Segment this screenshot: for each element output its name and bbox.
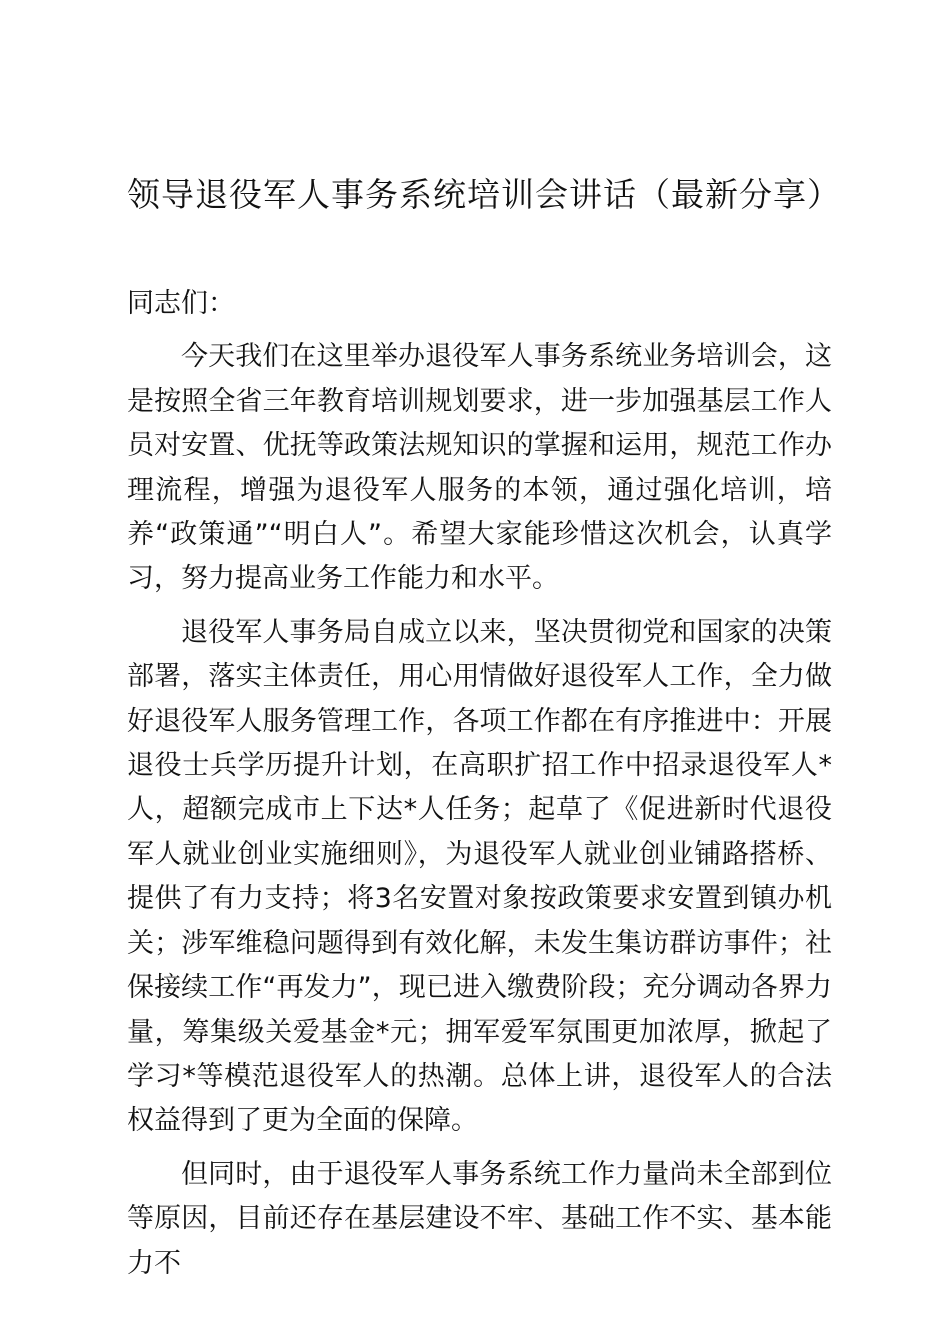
paragraph-3: 但同时，由于退役军人事务系统工作力量尚未全部到位等原因，目前还存在基层建设不牢、基础工作不实、基本能力不: [127, 1158, 832, 1279]
paragraph-1: 今天我们在这里举办退役军人事务系统业务培训会，这是按照全省三年教育培训规划要求，进一步加强基层工作人员对安置、优抚等政策法规知识的掌握和运用，规范工作办理流程，增强为退役军人服务的本领，通过强化培训，培养“政策通”“明白人”。希望大家能珍惜这次机会，认真学习，努力提高业务工作能力和水平。: [127, 341, 832, 595]
paragraph-2: 退役军人事务局自成立以来，坚决贯彻党和国家的决策部署，落实主体责任，用心用情做好退役军人工作，全力做好退役军人服务管理工作，各项工作都在有序推进中：开展退役士兵学历提升计划，在高职扩招工作中招录退役军人*人，超额完成市上下达*人任务；起草了《促进新时代退役军人就业创业实施细则》，为退役军人就业创业铺路搭桥、提供了有力支持；将3名安置对象按政策要求安置到镇办机关；涉军维稳问题得到有效化解，未发生集访群访事件；社保接续工作“再发力”，现已进入缴费阶段；充分调动各界力量，筹集级关爱基金*元；拥军爱军氛围更加浓厚，掀起了学习*等模范退役军人的热潮。总体上讲，退役军人的合法权益得到了更为全面的保障。: [127, 616, 832, 1137]
document-body: [127, 282, 832, 1286]
document-title: 领导退役军人事务系统培训会讲话（最新分享）: [127, 175, 841, 214]
greeting: 同志们：: [127, 288, 235, 319]
